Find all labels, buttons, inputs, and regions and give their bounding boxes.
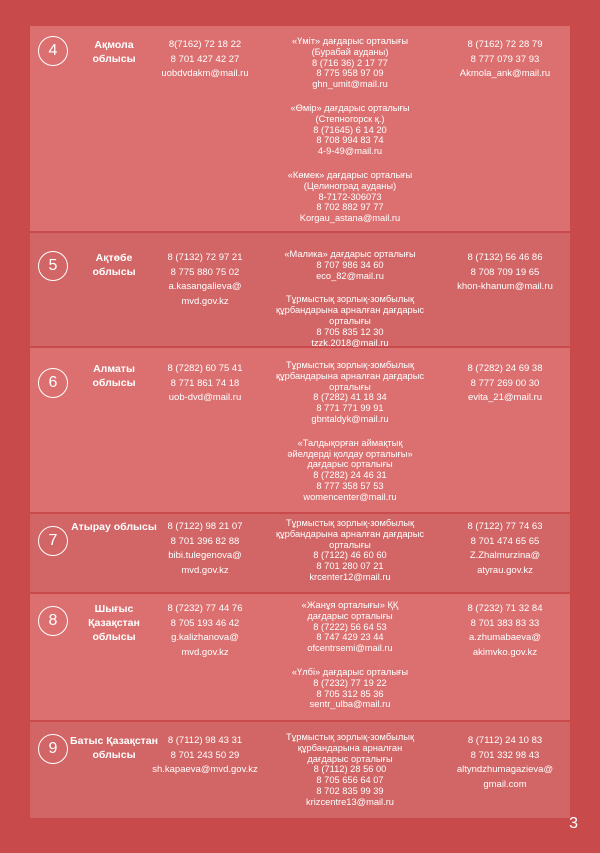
region-name-line: Шығыс xyxy=(94,603,134,615)
crisis-center-line: 8 702 882 97 77 xyxy=(316,202,384,213)
akimat-contact-line: akimvko.gov.kz xyxy=(472,646,538,658)
region-name xyxy=(70,722,158,818)
police-contact-line[interactable]: bibi.tulegenova@ xyxy=(168,550,242,561)
crisis-center-line: «Талдықорған аймақтық xyxy=(297,437,403,448)
crisis-center-line: 8 771 771 99 91 xyxy=(316,403,384,414)
police-contact-line[interactable]: sh.kapaeva@mvd.gov.kz xyxy=(152,764,258,775)
crisis-center-line: 8 (716 36) 2 17 77 xyxy=(312,57,388,68)
police-contact-line: 8 701 243 50 29 xyxy=(170,749,240,761)
akimat-contact-line[interactable]: evita_21@mail.ru xyxy=(467,392,543,403)
crisis-center-line[interactable]: ghn_umit@mail.ru xyxy=(312,79,388,90)
akimat-contact-line[interactable]: altyndzhumagazieva@ xyxy=(456,764,554,775)
table-row xyxy=(30,722,570,818)
crisis-center-line: (Бурабай ауданы) xyxy=(311,46,389,57)
police-contact-line: 8 (7112) 98 43 31 xyxy=(167,735,243,746)
police-contact xyxy=(150,514,260,592)
crisis-center-line: дағдарыс орталығы xyxy=(307,753,393,764)
crisis-center-block xyxy=(260,294,440,348)
region-name xyxy=(71,514,157,592)
police-contact xyxy=(150,722,260,818)
police-contact xyxy=(150,233,260,346)
region-name-line: облысы xyxy=(92,749,136,761)
crisis-center-block xyxy=(260,103,440,157)
region-name-line: облысы xyxy=(92,631,136,643)
region-name-line: Атырау облысы xyxy=(71,521,157,533)
akimat-contact-line: 8 (7162) 72 28 79 xyxy=(467,39,543,50)
crisis-center-line: Тұрмыстық зорлық-зомбылық xyxy=(285,732,415,742)
police-contact xyxy=(150,594,260,720)
police-contact-line: mvd.gov.kz xyxy=(181,646,229,658)
police-contact-line[interactable]: g.kalizhanova@ xyxy=(171,632,239,643)
crisis-center-line: 8 747 429 23 44 xyxy=(316,632,384,643)
row-number-badge: 9 xyxy=(38,734,68,764)
crisis-center-line: орталығы xyxy=(329,315,371,326)
region-name xyxy=(78,348,150,512)
page-number: 3 xyxy=(569,815,578,832)
crisis-center-line: 8 777 358 57 53 xyxy=(316,480,384,491)
police-contact-line: 8 (7282) 60 75 41 xyxy=(167,363,243,374)
crisis-center-line: «Үлбі» дағдарыс орталығы xyxy=(291,666,409,677)
row-number-cell xyxy=(30,594,78,720)
akimat-contact-line: atyrau.gov.kz xyxy=(477,564,533,576)
crisis-center-line: «Көмек» дағдарыс орталығы xyxy=(287,169,413,180)
crisis-center-line: 8 (7282) 24 46 31 xyxy=(313,470,387,481)
crisis-center-line: Тұрмыстық зорлық-зомбылық xyxy=(285,360,415,370)
police-contact-line: 8 705 193 46 42 xyxy=(170,617,240,629)
crisis-center-line: 8 (7122) 46 60 60 xyxy=(313,550,387,561)
police-contact-line: 8 701 427 42 27 xyxy=(170,53,240,65)
crisis-center-block xyxy=(260,438,440,503)
akimat-contact-line: 8 (7122) 77 74 63 xyxy=(467,521,543,532)
crisis-center-line[interactable]: krcenter12@mail.ru xyxy=(309,571,391,582)
table-row xyxy=(30,233,570,346)
table-row xyxy=(30,26,570,231)
police-contact-line: 8 775 880 75 02 xyxy=(170,266,240,278)
region-name-line: Ақтөбе xyxy=(95,252,133,264)
police-contact-line[interactable]: a.kasangalieva@ xyxy=(168,281,242,292)
police-contact-line[interactable]: uob-dvd@mail.ru xyxy=(168,392,242,403)
akimat-contact xyxy=(440,594,570,720)
akimat-contact-line: 8 701 383 83 33 xyxy=(470,617,540,629)
crisis-center-line[interactable]: eco_82@mail.ru xyxy=(316,270,384,281)
row-number-cell xyxy=(30,26,78,231)
crisis-center-block xyxy=(260,667,440,710)
akimat-contact-line: 8 708 709 19 65 xyxy=(470,266,540,278)
crisis-center-block xyxy=(260,518,440,583)
akimat-contact xyxy=(440,348,570,512)
police-contact-line: mvd.gov.kz xyxy=(181,564,229,576)
crisis-center-line[interactable]: krizcentre13@mail.ru xyxy=(306,796,394,807)
table-row xyxy=(30,594,570,720)
akimat-contact-line: 8 701 474 65 65 xyxy=(470,535,540,547)
crisis-center-line: 8 708 994 83 74 xyxy=(316,135,384,146)
akimat-contact-line: 8 777 079 37 93 xyxy=(470,53,540,65)
region-name-line: Алматы xyxy=(93,363,135,375)
region-name-line: облысы xyxy=(92,266,136,278)
akimat-contact-line: 8 701 332 98 43 xyxy=(470,749,540,761)
akimat-contact-line: 8 777 269 00 30 xyxy=(470,377,540,389)
crisis-center-line: Тұрмыстық зорлық-зомбылық xyxy=(285,518,415,528)
akimat-contact-line: 8 (7112) 24 10 83 xyxy=(467,735,543,746)
akimat-contact xyxy=(440,514,570,592)
crisis-center-line[interactable]: tzzk.2018@mail.ru xyxy=(311,337,389,348)
police-contact-line: 8 771 861 74 18 xyxy=(170,377,240,389)
crisis-center-line: 8 (7232) 77 19 22 xyxy=(313,677,387,688)
crisis-centers xyxy=(260,722,440,818)
police-contact xyxy=(150,26,260,231)
crisis-center-line[interactable]: womencenter@mail.ru xyxy=(303,491,397,502)
crisis-center-line[interactable]: 4-9-49@mail.ru xyxy=(317,146,383,157)
crisis-center-line: құрбандарына арналған дағдарыс xyxy=(275,305,425,316)
crisis-center-line: құрбандарына арналған дағдарыс xyxy=(275,370,425,381)
region-name xyxy=(78,233,150,346)
crisis-center-line: 8-7172-306073 xyxy=(318,191,382,202)
crisis-center-line: 8 707 986 34 60 xyxy=(316,259,384,270)
akimat-contact-line[interactable]: Z.Zhalmurzina@ xyxy=(469,550,541,561)
row-number-cell xyxy=(30,233,78,346)
crisis-center-line: (Степногорск қ.) xyxy=(315,113,385,124)
crisis-center-line: 8 (7112) 28 56 00 xyxy=(313,764,387,775)
crisis-center-block xyxy=(260,36,440,90)
table-row xyxy=(30,348,570,512)
crisis-centers xyxy=(260,514,440,592)
crisis-center-block xyxy=(260,360,440,425)
crisis-center-line: 8 (7222) 56 64 53 xyxy=(313,621,387,632)
police-contact-line: 8 (7232) 77 44 76 xyxy=(167,603,243,614)
police-contact-line: 8 701 396 82 88 xyxy=(170,535,240,547)
region-name-line: Батыс Қазақстан xyxy=(70,735,158,747)
crisis-center-line[interactable]: ofcentrsemi@mail.ru xyxy=(307,643,393,654)
crisis-center-line: әйелдерді қолдау орталығы» xyxy=(287,448,413,459)
region-name-line: Қазақстан xyxy=(88,617,140,629)
police-contact-line[interactable]: uobdvdakm@mail.ru xyxy=(161,68,249,79)
crisis-centers xyxy=(260,26,440,231)
crisis-center-line: орталығы xyxy=(329,381,371,392)
crisis-centers xyxy=(260,594,440,720)
crisis-center-line: дағдарыс орталығы xyxy=(307,610,393,621)
crisis-center-line: 8 705 835 12 30 xyxy=(316,326,384,337)
row-number-cell xyxy=(30,722,78,818)
police-contact-line: 8 (7122) 98 21 07 xyxy=(167,521,243,532)
crisis-center-block xyxy=(260,170,440,224)
crisis-center-line[interactable]: sentr_ulba@mail.ru xyxy=(309,699,391,710)
akimat-contact-line: 8 (7132) 56 46 86 xyxy=(467,252,543,263)
akimat-contact xyxy=(440,722,570,818)
region-name xyxy=(78,594,150,720)
row-number-badge: 6 xyxy=(38,368,68,398)
crisis-center-line: «Үміт» дағдарыс орталығы xyxy=(291,36,409,46)
crisis-center-block xyxy=(260,732,440,808)
region-name-line: облысы xyxy=(92,377,136,389)
crisis-center-line: «Өмір» дағдарыс орталығы xyxy=(290,102,410,113)
akimat-contact-line: 8 (7232) 71 32 84 xyxy=(467,603,543,614)
crisis-center-line: құрбандарына арналған xyxy=(297,742,403,753)
crisis-center-line: 8 775 958 97 09 xyxy=(316,68,384,79)
akimat-contact-line: gmail.com xyxy=(483,778,527,790)
crisis-center-line: 8 (7282) 41 18 34 xyxy=(313,392,387,403)
crisis-center-line: 8 702 835 99 39 xyxy=(316,785,384,796)
crisis-centers xyxy=(260,233,440,346)
row-number-badge: 8 xyxy=(38,606,68,636)
akimat-contact-line[interactable]: a.zhumabaeva@ xyxy=(469,632,541,643)
crisis-centers xyxy=(260,348,440,512)
crisis-center-line: 8 705 312 85 36 xyxy=(316,688,384,699)
crisis-center-line: (Целиноград ауданы) xyxy=(303,180,397,191)
crisis-center-line: құрбандарына арналған дағдарыс xyxy=(275,528,425,539)
crisis-center-line: 8 705 656 64 07 xyxy=(316,775,384,786)
crisis-center-line: дағдарыс орталығы xyxy=(307,459,393,470)
police-contact-line: 8(7162) 72 18 22 xyxy=(168,39,242,50)
crisis-center-line: Тұрмыстық зорлық-зомбылық xyxy=(285,294,415,305)
region-name xyxy=(78,26,150,231)
akimat-contact xyxy=(440,26,570,231)
police-contact xyxy=(150,348,260,512)
crisis-center-line: «Малика» дағдарыс орталығы xyxy=(284,249,416,259)
region-name-line: Ақмола xyxy=(94,39,134,51)
row-number-cell xyxy=(30,514,78,592)
police-contact-line: 8 (7132) 72 97 21 xyxy=(167,252,243,263)
crisis-center-line: 8 701 280 07 21 xyxy=(316,561,384,572)
crisis-center-line[interactable]: Korgau_astana@mail.ru xyxy=(299,213,401,224)
row-number-badge: 5 xyxy=(38,251,68,281)
crisis-center-line[interactable]: gbntaldyk@mail.ru xyxy=(311,413,389,424)
crisis-center-block xyxy=(260,249,440,281)
row-number-badge: 7 xyxy=(38,526,68,556)
table-row xyxy=(30,514,570,592)
akimat-contact-line[interactable]: khon-khanum@mail.ru xyxy=(457,281,553,292)
row-number-cell xyxy=(30,348,78,512)
police-contact-line: mvd.gov.kz xyxy=(181,295,229,307)
crisis-center-line: 8 (71645) 6 14 20 xyxy=(313,124,387,135)
akimat-contact-line: 8 (7282) 24 69 38 xyxy=(467,363,543,374)
crisis-center-line: орталығы xyxy=(329,539,371,550)
akimat-contact xyxy=(440,233,570,346)
row-number-badge: 4 xyxy=(38,36,68,66)
crisis-center-line: «Жанұя орталығы» ҚҚ xyxy=(301,600,399,610)
akimat-contact-line[interactable]: Akmola_ank@mail.ru xyxy=(459,68,551,79)
region-name-line: облысы xyxy=(92,53,136,65)
crisis-center-block xyxy=(260,600,440,654)
